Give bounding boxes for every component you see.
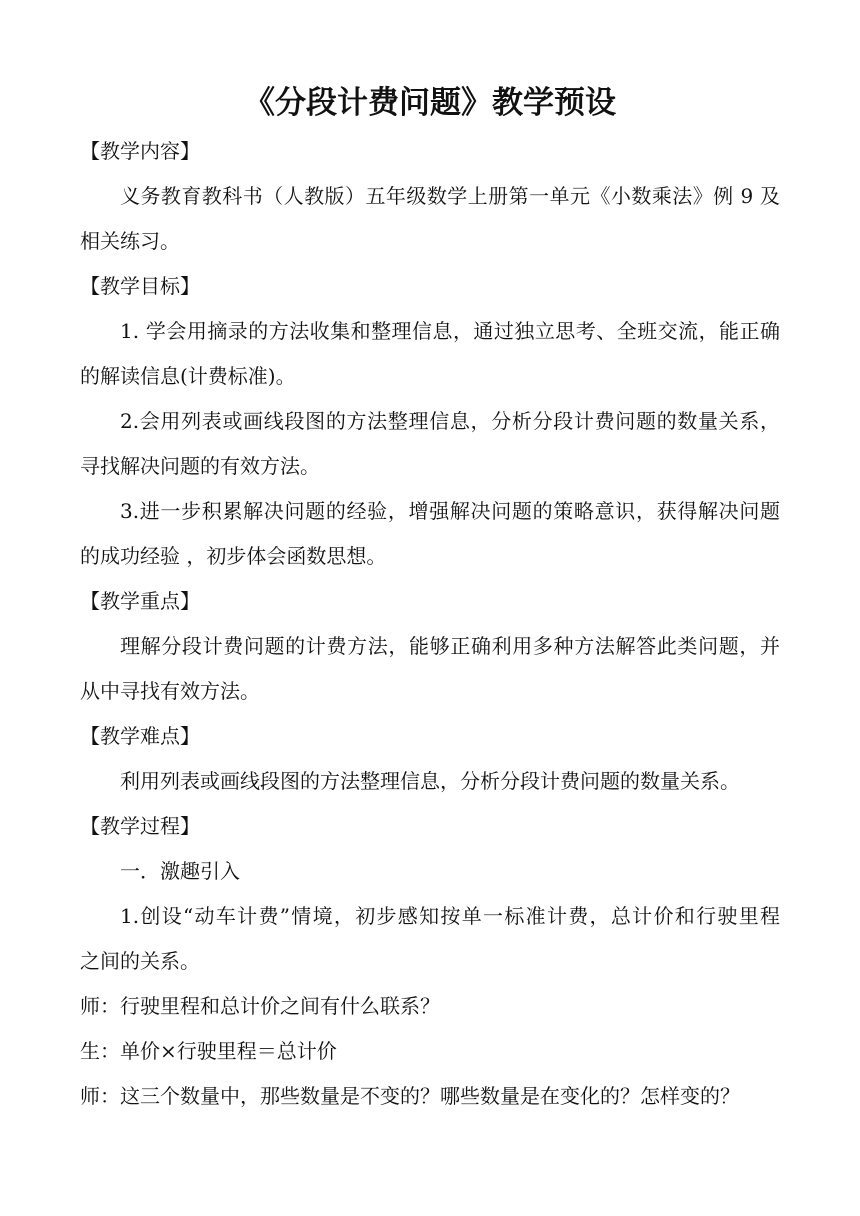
section-heading-difficulties: 【教学难点】 [80, 724, 200, 748]
paragraph-line: 2.会用列表或画线段图的方法整理信息，分析分段计费问题的数量关系， [120, 409, 780, 433]
paragraph-line: 理解分段计费问题的计费方法，能够正确利用多种方法解答此类问题，并 [120, 634, 780, 658]
paragraph-line: 相关练习。 [80, 229, 180, 253]
document-title: 《分段计费问题》教学预设 [244, 85, 616, 121]
dialogue-line: 师：这三个数量中，那些数量是不变的？哪些数量是在变化的？怎样变的？ [80, 1084, 740, 1108]
paragraph-line: 的解读信息(计费标准)。 [80, 364, 296, 388]
section-heading-content: 【教学内容】 [80, 139, 200, 163]
paragraph-line: 寻找解决问题的有效方法。 [80, 454, 320, 478]
paragraph-line: 义务教育教科书（人教版）五年级数学上册第一单元《小数乘法》例 9 及 [120, 184, 780, 208]
paragraph-line: 之间的关系。 [80, 949, 200, 973]
dialogue-line: 生：单价×行驶里程＝总计价 [80, 1039, 337, 1063]
subsection-heading: 一．激趣引入 [120, 859, 240, 883]
paragraph-line: 3.进一步积累解决问题的经验，增强解决问题的策略意识，获得解决问题 [120, 499, 780, 523]
dialogue-line: 师：行驶里程和总计价之间有什么联系？ [80, 994, 440, 1018]
paragraph-line: 1.创设“动车计费”情境，初步感知按单一标准计费，总计价和行驶里程 [120, 904, 780, 928]
section-heading-objectives: 【教学目标】 [80, 274, 200, 298]
paragraph-line: 利用列表或画线段图的方法整理信息，分析分段计费问题的数量关系。 [120, 769, 740, 793]
paragraph-line: 1. 学会用摘录的方法收集和整理信息，通过独立思考、全班交流，能正确 [120, 319, 780, 343]
section-heading-process: 【教学过程】 [80, 814, 200, 838]
paragraph-line: 从中寻找有效方法。 [80, 679, 260, 703]
section-heading-key-points: 【教学重点】 [80, 589, 200, 613]
paragraph-line: 的成功经验 ，初步体会函数思想。 [80, 544, 387, 568]
